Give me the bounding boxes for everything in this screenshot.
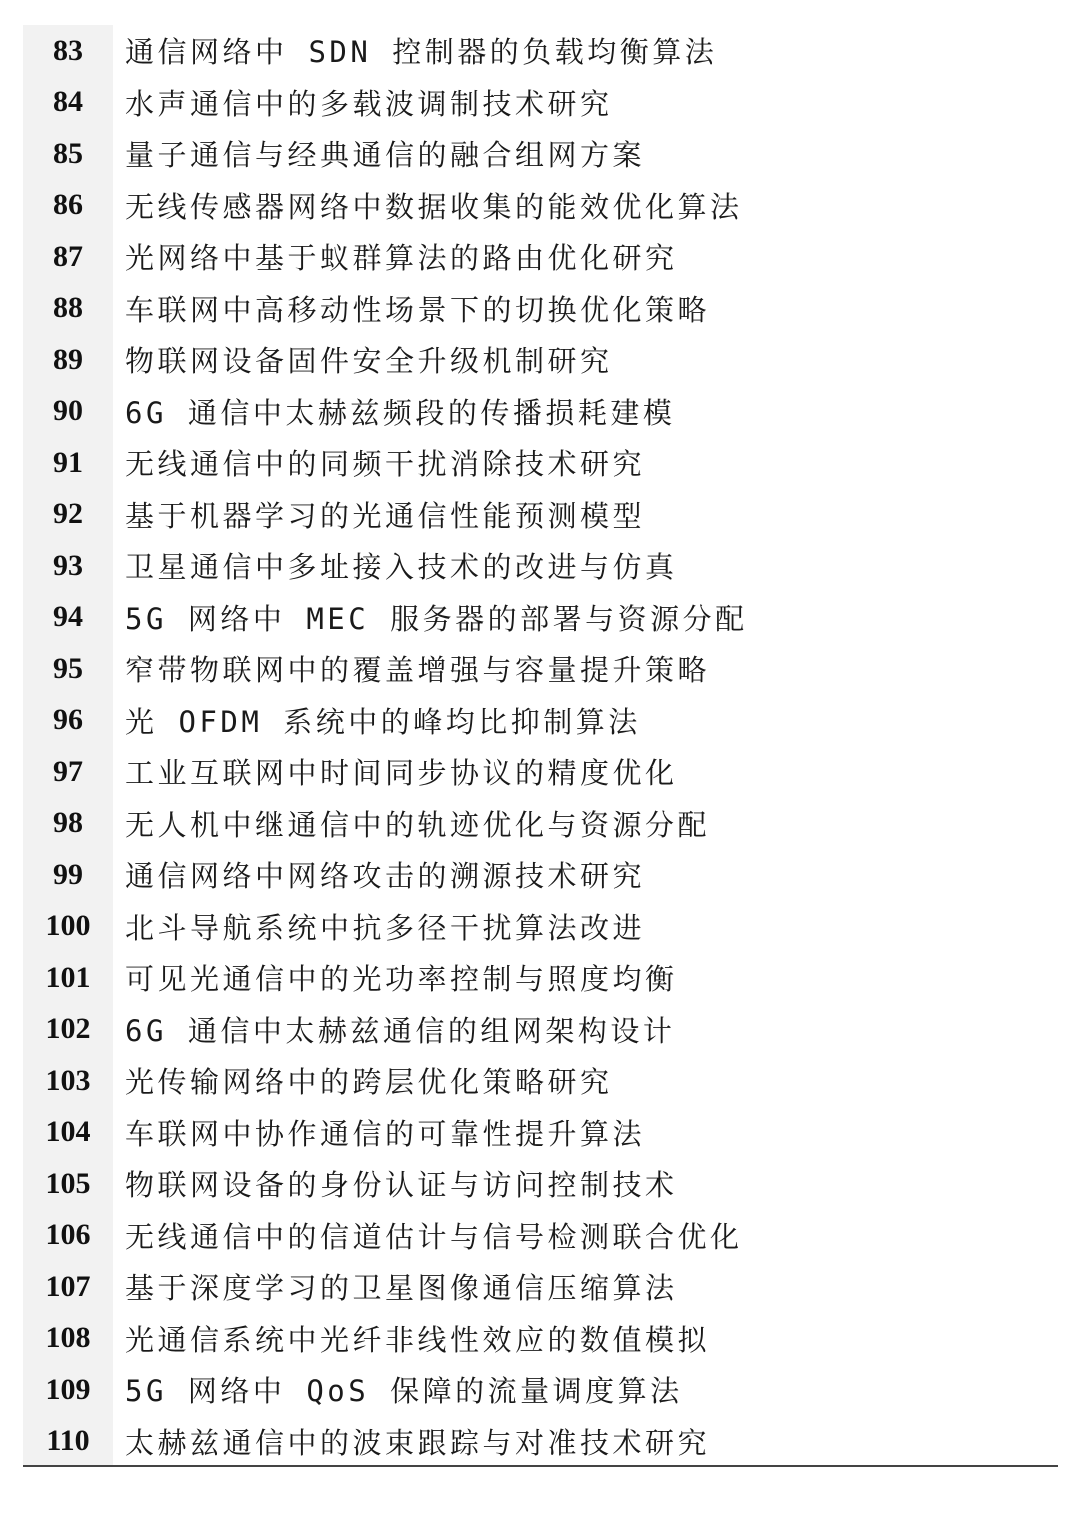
row-title: 6G 通信中太赫兹通信的组网架构设计: [125, 1013, 676, 1048]
table-row: [23, 25, 1058, 77]
row-number: 93: [53, 548, 83, 582]
row-title: 卫星通信中多址接入技术的改进与仿真: [125, 550, 678, 585]
row-number: 110: [46, 1424, 90, 1458]
row-title: 基于深度学习的卫星图像通信压缩算法: [125, 1271, 678, 1306]
table-row: [23, 334, 1058, 386]
table-row: [23, 1364, 1058, 1416]
row-number: 107: [45, 1269, 91, 1303]
table-bottom-rule: [23, 1465, 1058, 1467]
table-row: [23, 901, 1058, 953]
row-number: 89: [53, 342, 83, 376]
table-row: [23, 1313, 1058, 1365]
table-row: [23, 695, 1058, 747]
table-row: [23, 1210, 1058, 1262]
table-rows: [23, 25, 1058, 1467]
row-number: 83: [53, 33, 83, 67]
row-number: 90: [53, 394, 83, 428]
row-title: 无线传感器网络中数据收集的能效优化算法: [125, 189, 743, 224]
row-title: 光通信系统中光纤非线性效应的数值模拟: [125, 1322, 711, 1357]
table-row: [23, 1107, 1058, 1159]
row-title: 物联网设备的身份认证与访问控制技术: [125, 1168, 678, 1203]
row-title: 无线通信中的同频干扰消除技术研究: [125, 447, 646, 482]
row-title: 基于机器学习的光通信性能预测模型: [125, 498, 646, 533]
row-number: 103: [45, 1063, 91, 1097]
table-row: [23, 180, 1058, 232]
row-title: 可见光通信中的光功率控制与照度均衡: [125, 962, 678, 997]
table-row: [23, 952, 1058, 1004]
topic-table: [23, 25, 1058, 1467]
row-number: 98: [53, 806, 83, 840]
row-title: 5G 网络中 MEC 服务器的部署与资源分配: [125, 601, 748, 636]
row-title: 通信网络中 SDN 控制器的负载均衡算法: [125, 35, 718, 70]
table-row: [23, 1158, 1058, 1210]
row-title: 太赫兹通信中的波束跟踪与对准技术研究: [125, 1425, 711, 1460]
table-row: [23, 77, 1058, 129]
row-title: 通信网络中网络攻击的溯源技术研究: [125, 859, 646, 894]
row-title: 物联网设备固件安全升级机制研究: [125, 344, 613, 379]
row-number: 99: [53, 857, 83, 891]
table-row: [23, 746, 1058, 798]
row-title: 车联网中协作通信的可靠性提升算法: [125, 1116, 646, 1151]
row-title: 量子通信与经典通信的融合组网方案: [125, 138, 646, 173]
table-row: [23, 128, 1058, 180]
row-number: 92: [53, 497, 83, 531]
row-number: 106: [45, 1218, 91, 1252]
row-number: 85: [53, 136, 83, 170]
table-row: [23, 1004, 1058, 1056]
row-number: 94: [53, 600, 83, 634]
row-title: 窄带物联网中的覆盖增强与容量提升策略: [125, 653, 711, 688]
row-number: 91: [53, 445, 83, 479]
row-number: 86: [53, 188, 83, 222]
row-title: 无人机中继通信中的轨迹优化与资源分配: [125, 807, 711, 842]
row-number: 105: [45, 1166, 91, 1200]
row-number: 100: [45, 909, 91, 943]
table-row: [23, 283, 1058, 335]
table-row: [23, 386, 1058, 438]
row-title: 6G 通信中太赫兹频段的传播损耗建模: [125, 395, 676, 430]
row-number: 102: [45, 1012, 91, 1046]
table-row: [23, 592, 1058, 644]
row-number: 88: [53, 291, 83, 325]
row-title: 无线通信中的信道估计与信号检测联合优化: [125, 1219, 743, 1254]
row-number: 87: [53, 239, 83, 273]
row-number: 108: [45, 1321, 91, 1355]
row-title: 工业互联网中时间同步协议的精度优化: [125, 756, 678, 791]
table-row: [23, 489, 1058, 541]
row-number: 97: [53, 754, 83, 788]
row-title: 车联网中高移动性场景下的切换优化策略: [125, 292, 711, 327]
row-title: 5G 网络中 QoS 保障的流量调度算法: [125, 1374, 683, 1409]
row-number: 84: [53, 85, 83, 119]
table-row: [23, 643, 1058, 695]
row-number: 101: [45, 960, 91, 994]
table-row: [23, 1261, 1058, 1313]
row-title: 北斗导航系统中抗多径干扰算法改进: [125, 910, 646, 945]
row-number: 95: [53, 651, 83, 685]
table-row: [23, 231, 1058, 283]
table-row: [23, 798, 1058, 850]
row-title: 光网络中基于蚁群算法的路由优化研究: [125, 241, 678, 276]
table-row: [23, 437, 1058, 489]
table-row: [23, 1416, 1058, 1468]
row-title: 光 OFDM 系统中的峰均比抑制算法: [125, 704, 641, 739]
row-title: 水声通信中的多载波调制技术研究: [125, 86, 613, 121]
row-number: 109: [45, 1372, 91, 1406]
row-number: 96: [53, 703, 83, 737]
table-row: [23, 1055, 1058, 1107]
row-title: 光传输网络中的跨层优化策略研究: [125, 1065, 613, 1100]
table-row: [23, 540, 1058, 592]
row-number: 104: [45, 1115, 91, 1149]
table-row: [23, 849, 1058, 901]
